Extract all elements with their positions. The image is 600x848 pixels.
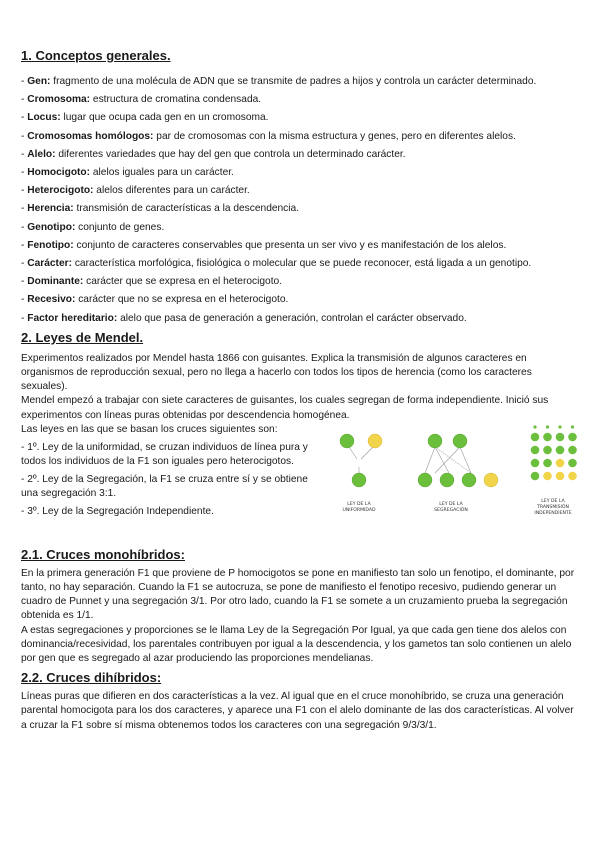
pea-green-f1-a	[428, 434, 442, 448]
pea-green-cell	[531, 433, 540, 442]
label-independiente-1: LEY DE LA	[541, 498, 565, 504]
law-uniformidad: - 1º. Ley de la uniformidad, se cruzan individuos de línea pura y todos los individuos de la F1 son iguales pero heterocigotos.	[21, 441, 308, 467]
definition-item: - Heterocigoto: alelos diferentes para un carácter.	[21, 185, 250, 197]
label-segregacion-1: LEY DE LA	[439, 501, 463, 507]
definition-text: par de cromosomas con la misma estructura y genes, pero en diferentes alelos.	[153, 130, 516, 142]
pea-green-cell	[543, 433, 552, 442]
pea-yellow-cell	[568, 472, 577, 481]
definition-item: - Cromosoma: estructura de cromatina condensada.	[21, 94, 262, 106]
definition-item: - Factor hereditario: alelo que pasa de generación a generación, controlan el carácter observado.	[21, 312, 467, 324]
pea-yellow-cell	[556, 459, 565, 468]
definition-text: estructura de cromatina condensada.	[90, 94, 262, 106]
gamete-dot	[558, 425, 561, 428]
pea-green-f1-b	[453, 434, 467, 448]
pea-green-f2-3	[462, 473, 476, 487]
definition-text: conjunto de genes.	[75, 221, 165, 233]
pea-green-f1	[352, 473, 366, 487]
definition-text: característica morfológica, fisiológica o molecular que se puede reconocer, está ligada a un genotipo.	[71, 258, 532, 270]
pea-green-cell	[556, 433, 565, 442]
definition-term: Fenotipo:	[27, 239, 74, 251]
section-title-monohibridos: 2.1. Cruces monohíbridos:	[21, 546, 185, 562]
section-title-leyes: 2. Leyes de Mendel.	[21, 329, 144, 345]
document-page	[21, 48, 577, 733]
definition-term: Recesivo:	[27, 294, 76, 306]
definition-term: Cromosomas homólogos:	[27, 130, 154, 142]
pea-green-cell	[556, 446, 565, 455]
leyes-paragraph-2: Mendel empezó a trabajar con siete caracteres de guisantes, los cuales segregan de forma independiente. Inició sus experimentos con líneas puras obtenidas por descendencia homogénea.	[21, 395, 549, 421]
section-title-conceptos: 1. Conceptos generales.	[21, 48, 171, 63]
pea-green-f2-2	[440, 473, 454, 487]
label-uniformidad-2: UNIFORMIDAD	[342, 507, 376, 513]
definition-text: alelos diferentes para un carácter.	[93, 185, 250, 197]
pea-green-cell	[531, 459, 540, 468]
pea-green-f2-1	[418, 473, 432, 487]
definition-item: - Recesivo: carácter que no se expresa en el heterocigoto.	[21, 294, 289, 306]
definition-term: Gen:	[27, 76, 51, 87]
pea-green-cell	[568, 433, 577, 442]
definition-item: - Locus: lugar que ocupa cada gen en un cromosoma.	[21, 112, 269, 124]
definition-text: transmisión de características a la descendencia.	[73, 203, 300, 215]
definition-term: Carácter:	[27, 258, 72, 270]
leyes-intro: Las leyes en las que se basan los cruces siguientes son:	[21, 423, 278, 435]
pea-green-cell	[568, 446, 577, 455]
definition-text: carácter que no se expresa en el heterocigoto.	[75, 294, 289, 306]
pea-green-cell	[543, 446, 552, 455]
definition-text: conjunto de caracteres conservables que presenta un ser vivo y es manifestación de los alelos.	[73, 239, 507, 251]
definition-text: alelos iguales para un carácter.	[90, 167, 234, 179]
monohibridos-paragraph-1: En la primera generación F1 que proviene de P homocigotos se pone en manifiesto tan solo un fenotipo, el dominante, por tanto, no hay separación. Cuando la F1 se autocruza, se pone de manifiesto el fenotipo recesivo, pudiendo generar un cuadro de Punnet y una segregación 3/1. Por otro lado, cuando la F1 se somete a un cruzamiento prueba la segregación obtenida es 1/1.	[21, 567, 575, 622]
pea-green-cell	[531, 472, 540, 481]
definition-item: - Carácter: característica morfológica, fisiológica o molecular que se puede reconocer, está ligada a un genotipo.	[21, 258, 532, 270]
pea-yellow-cell	[543, 472, 552, 481]
definition-term: Locus:	[27, 112, 61, 124]
label-independiente-3: INDEPENDIENTE	[534, 510, 572, 516]
label-independiente-2: TRANSMISIÓN	[537, 504, 569, 510]
label-segregacion-2: SEGREGACIÓN	[434, 507, 468, 513]
definition-item: - Herencia: transmisión de características a la descendencia.	[21, 203, 300, 215]
definition-text: carácter que se expresa en el heterocigoto.	[83, 276, 283, 288]
pea-green-cell	[531, 446, 540, 455]
pea-green-cell	[568, 459, 577, 468]
definition-item: - Dominante: carácter que se expresa en el heterocigoto.	[21, 276, 283, 288]
uniformidad-diagram	[340, 434, 382, 513]
leyes-row	[21, 423, 577, 543]
label-uniformidad-1: LEY DE LA	[347, 501, 371, 507]
mendel-laws-diagram	[327, 423, 587, 523]
pea-yellow-f2	[484, 473, 498, 487]
segregacion-diagram	[418, 434, 498, 513]
pea-green-cell	[543, 459, 552, 468]
independiente-diagram	[531, 425, 577, 480]
definition-text: lugar que ocupa cada gen en un cromosoma.	[60, 112, 269, 124]
definition-item: - Fenotipo: conjunto de caracteres conservables que presenta un ser vivo y es manifestación de los alelos.	[21, 239, 507, 251]
laws-list	[21, 423, 311, 523]
definition-item: - Gen: fragmento de una molécula de ADN que se transmite de padres a hijos y controla un carácter determinado.	[21, 76, 537, 87]
definition-term: Heterocigoto:	[27, 185, 94, 197]
definition-text: diferentes variedades que hay del gen que controla un determinado carácter.	[55, 148, 406, 160]
dihibridos-paragraph-1: Líneas puras que difieren en dos características a la vez. Al igual que en el cruce monohíbrido, se cruza una generación parental homocigota para los dos caracteres, y aparece una F1 con el alelo dominante de las dos características. Al volver a cruzar la F1 sobre sí misma obtenemos todos los caracteres con una segregación 9/3/3/1.	[21, 691, 574, 731]
definition-item: - Cromosomas homólogos: par de cromosomas con la misma estructura y genes, pero en diferentes alelos.	[21, 130, 516, 142]
pea-yellow-parent	[368, 434, 382, 448]
definition-term: Alelo:	[27, 148, 56, 160]
section-title-dihibridos: 2.2. Cruces dihíbridos:	[21, 670, 162, 686]
definition-term: Factor hereditario:	[27, 312, 118, 324]
pea-green-parent	[340, 434, 354, 448]
law-independiente: - 3º. Ley de la Segregación Independiente.	[21, 505, 214, 517]
pea-yellow-cell	[556, 472, 565, 481]
mendel-diagram-svg	[327, 423, 587, 523]
definitions-list	[21, 75, 577, 325]
definition-term: Homocigoto:	[27, 167, 91, 179]
leyes-paragraph-1: Experimentos realizados por Mendel hasta 1866 con guisantes. Explica la transmisión de algunos caracteres en organismos de reproducción sexual, pero no llega a hacerlo con todos los tipos de herencia (como los caracteres sexuales).	[21, 352, 532, 393]
gamete-dot	[533, 425, 536, 428]
definition-term: Cromosoma:	[27, 94, 91, 106]
definition-text: fragmento de una molécula de ADN que se transmite de padres a hijos y controla un carácter determinado.	[50, 76, 537, 87]
monohibridos-paragraph-2: A estas segregaciones y proporciones se le llama Ley de la Segregación Por Igual, ya que cada gen tiene dos alelos con dominancia/recesividad, los parentales contribuyen por igual a la descendencia, y los gametos tan solo contienen un alelo por gen que es segregado al azar produciendo las proporciones mendelianas.	[21, 624, 572, 665]
definition-term: Genotipo:	[27, 221, 76, 233]
definition-term: Dominante:	[27, 276, 84, 288]
definition-item: - Alelo: diferentes variedades que hay del gen que controla un determinado carácter.	[21, 148, 406, 160]
definition-item: - Homocigoto: alelos iguales para un carácter.	[21, 167, 234, 179]
law-segregacion: - 2º. Ley de la Segregación, la F1 se cruza entre sí y se obtiene una segregación 3:1.	[21, 473, 308, 499]
gamete-dot	[571, 425, 574, 428]
definition-text: alelo que pasa de generación a generación, controlan el carácter observado.	[117, 312, 467, 324]
definition-item: - Genotipo: conjunto de genes.	[21, 221, 165, 233]
gamete-dot	[546, 425, 549, 428]
definition-term: Herencia:	[27, 203, 74, 215]
